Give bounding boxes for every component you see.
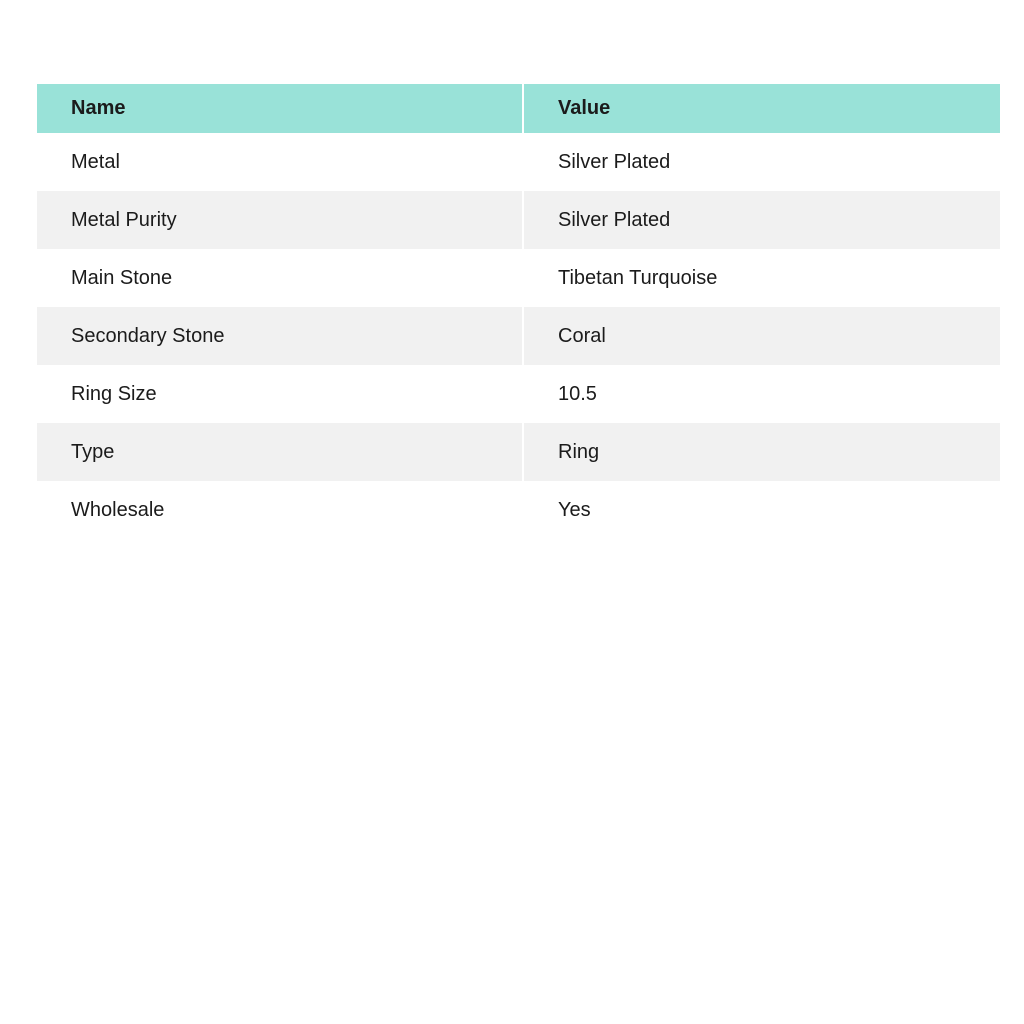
table-body bbox=[37, 133, 1000, 539]
attribute-name-cell: Metal Purity bbox=[37, 191, 523, 249]
table-row bbox=[37, 249, 1000, 307]
attribute-value-cell: Silver Plated bbox=[523, 191, 1000, 249]
table-row bbox=[37, 365, 1000, 423]
attribute-value-cell: Coral bbox=[523, 307, 1000, 365]
attribute-name-cell: Metal bbox=[37, 133, 523, 191]
attribute-value-cell: Ring bbox=[523, 423, 1000, 481]
table-header-row bbox=[37, 84, 1000, 133]
table-row bbox=[37, 191, 1000, 249]
column-header-value: Value bbox=[523, 84, 1000, 133]
attribute-name-cell: Type bbox=[37, 423, 523, 481]
attribute-value-cell: Yes bbox=[523, 481, 1000, 539]
attribute-name-cell: Main Stone bbox=[37, 249, 523, 307]
column-header-name: Name bbox=[37, 84, 523, 133]
table-row bbox=[37, 133, 1000, 191]
table-row bbox=[37, 481, 1000, 539]
table-row bbox=[37, 307, 1000, 365]
table-row bbox=[37, 423, 1000, 481]
product-spec-table bbox=[37, 84, 1000, 539]
attribute-value-cell: Silver Plated bbox=[523, 133, 1000, 191]
attribute-value-cell: Tibetan Turquoise bbox=[523, 249, 1000, 307]
attribute-value-cell: 10.5 bbox=[523, 365, 1000, 423]
attribute-name-cell: Secondary Stone bbox=[37, 307, 523, 365]
product-spec-table-container bbox=[37, 84, 1000, 539]
attribute-name-cell: Wholesale bbox=[37, 481, 523, 539]
attribute-name-cell: Ring Size bbox=[37, 365, 523, 423]
